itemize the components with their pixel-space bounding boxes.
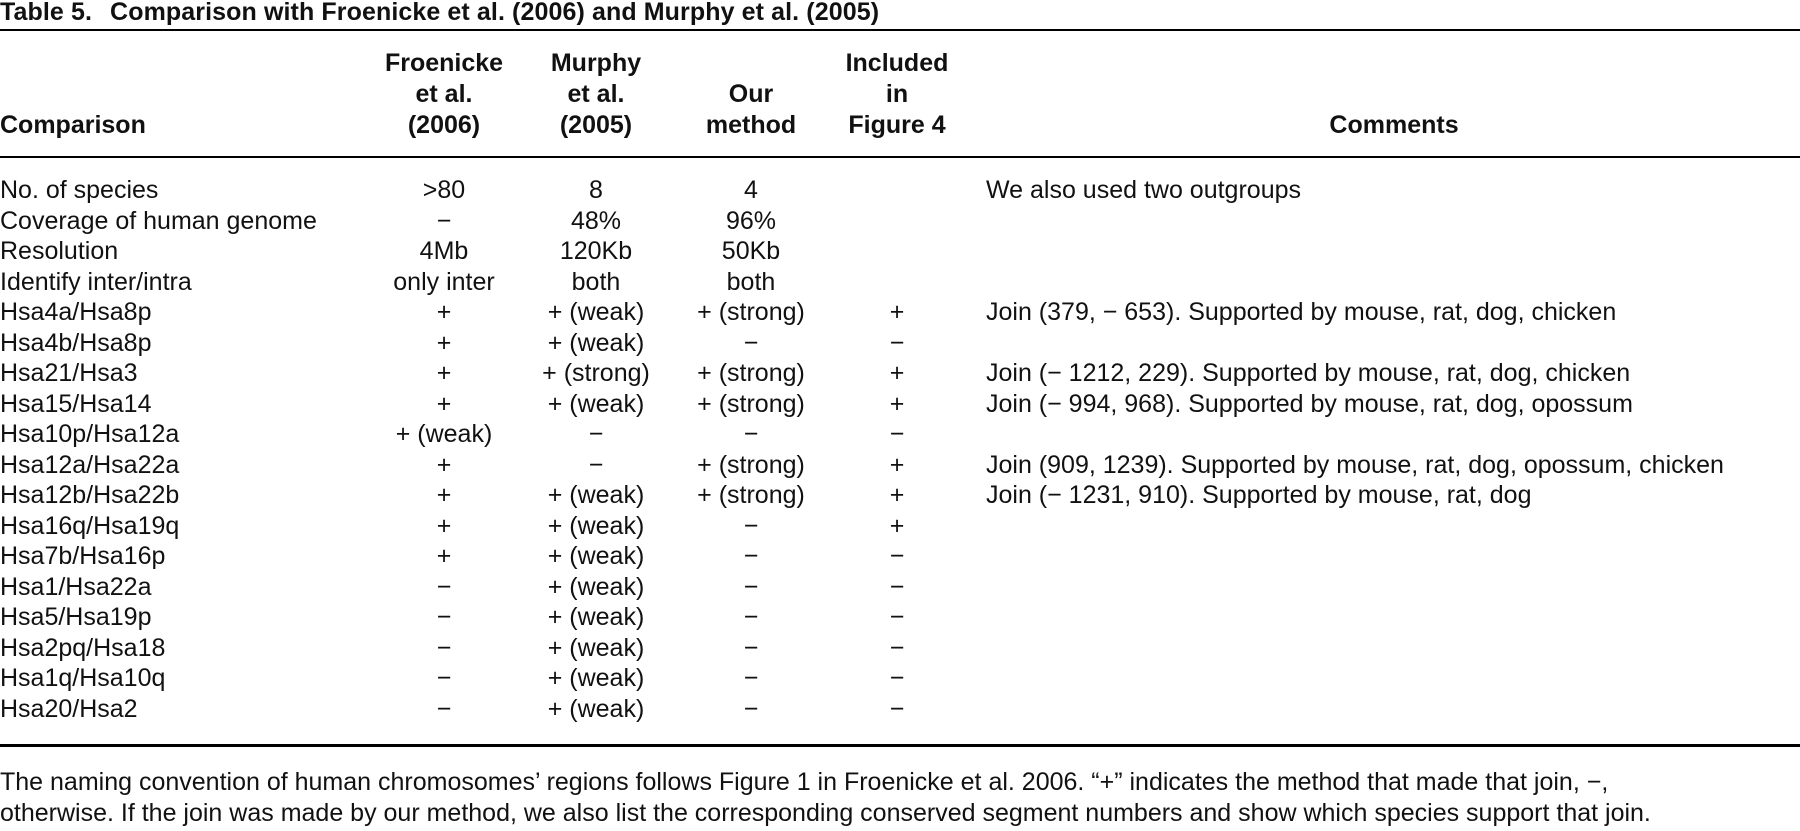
cell-our-method: − [743,511,759,540]
cell-murphy: both [571,267,621,296]
cell-comments: Join (− 1231, 910). Supported by mouse, rat, dog [986,481,1532,509]
cell-froenicke: − [436,206,452,235]
cell-our-method: − [743,694,759,723]
table-row [0,663,1800,694]
table-row [0,602,1800,633]
cell-froenicke: + [436,328,452,357]
table-caption [0,0,879,27]
cell-our-method: 4 [744,176,758,204]
cell-murphy: − [588,420,604,448]
cell-comparison: Hsa16q/Hsa19q [0,511,180,540]
cell-murphy: + (weak) [547,389,645,418]
cell-our-method: − [743,572,759,601]
table-footnote [0,767,1800,829]
header-murphy: Murphy et al. (2005) [550,49,642,139]
cell-our-method: − [743,603,759,631]
cell-froenicke: + [436,542,452,570]
table-row [0,358,1800,389]
cell-froenicke: + (weak) [395,420,493,448]
cell-included-figure4: − [889,542,905,570]
header-comments: Comments [1329,111,1459,139]
table-row [0,267,1800,298]
cell-included-figure4: + [889,511,905,540]
cell-froenicke: + [436,450,452,479]
table-row [0,480,1800,511]
table-row [0,389,1800,420]
cell-froenicke: + [436,389,452,418]
cell-included-figure4: + [889,481,905,509]
cell-comparison: Resolution [0,237,119,265]
cell-included-figure4: − [889,420,905,448]
cell-froenicke: + [436,511,452,540]
cell-comparison: Hsa5/Hsa19p [0,603,152,631]
cell-comments: We also used two outgroups [986,176,1302,204]
cell-froenicke: 4Mb [419,237,469,265]
cell-our-method: − [743,664,759,692]
cell-froenicke: − [436,603,452,631]
cell-comments: Join (− 1212, 229). Supported by mouse, rat, dog, chicken [986,359,1631,387]
cell-comments: Join (379, − 653). Supported by mouse, rat, dog, chicken [986,298,1617,326]
table-row [0,297,1800,328]
cell-our-method: both [726,267,776,296]
cell-murphy: + (weak) [547,481,645,509]
cell-comparison: Hsa20/Hsa2 [0,694,138,723]
cell-murphy: − [588,450,604,479]
table-row [0,633,1800,664]
cell-froenicke: − [436,694,452,723]
cell-murphy: 8 [589,176,603,204]
cell-included-figure4: + [889,450,905,479]
cell-comparison: Hsa7b/Hsa16p [0,542,166,570]
table-row [0,328,1800,359]
cell-included-figure4: − [889,664,905,692]
header-comparison: Comparison [0,111,146,139]
cell-included-figure4: + [889,359,905,387]
cell-murphy: + (weak) [547,664,645,692]
table-row [0,419,1800,450]
table-row [0,206,1800,237]
cell-murphy: + (weak) [547,633,645,662]
cell-murphy: + (weak) [547,694,645,723]
footnote-line-1: The naming convention of human chromosomes’ regions follows Figure 1 in Froenicke et al. 2006. “+” indicates the method that made that join, −, [0,768,1609,796]
cell-comparison: Hsa12b/Hsa22b [0,481,180,509]
cell-comparison: Hsa2pq/Hsa18 [0,633,166,662]
cell-our-method: − [743,542,759,570]
table-row [0,694,1800,725]
table-row [0,541,1800,572]
table-row [0,511,1800,542]
cell-murphy: + (strong) [542,359,650,387]
cell-included-figure4: − [889,694,905,723]
cell-froenicke: − [436,572,452,601]
table-row [0,236,1800,267]
cell-included-figure4: − [889,603,905,631]
header-froenicke: Froenicke et al. (2006) [384,49,504,139]
cell-our-method: + (strong) [697,450,805,479]
table-label: Table 5. [0,0,93,26]
cell-murphy: 48% [570,206,622,235]
cell-froenicke: + [436,298,452,326]
table-title: Comparison with Froenicke et al. (2006) and Murphy et al. (2005) [110,0,880,26]
cell-our-method: + (strong) [697,298,805,326]
header-included-figure4: Included in Figure 4 [845,49,949,139]
cell-included-figure4: − [889,572,905,601]
cell-comparison: Hsa1/Hsa22a [0,572,152,601]
table-body [0,175,1800,724]
cell-included-figure4: + [889,298,905,326]
cell-our-method: − [743,633,759,662]
cell-comparison: No. of species [0,176,159,204]
cell-comparison: Hsa10p/Hsa12a [0,420,180,448]
cell-comparison: Hsa4b/Hsa8p [0,328,152,357]
header-our-method: Our method [705,80,797,139]
cell-comparison: Coverage of human genome [0,206,317,235]
cell-our-method: 50Kb [721,237,781,265]
cell-our-method: + (strong) [697,359,805,387]
top-rule [0,29,1800,31]
cell-murphy: + (weak) [547,572,645,601]
cell-our-method: − [743,420,759,448]
cell-our-method: 96% [725,206,777,235]
cell-our-method: + (strong) [697,481,805,509]
cell-murphy: + (weak) [547,511,645,540]
table-row [0,175,1800,206]
cell-froenicke: >80 [422,176,466,204]
cell-included-figure4: − [889,328,905,357]
cell-comparison: Identify inter/intra [0,267,192,296]
cell-froenicke: − [436,664,452,692]
table-row [0,450,1800,481]
header-rule [0,156,1800,158]
cell-murphy: + (weak) [547,603,645,631]
cell-murphy: + (weak) [547,542,645,570]
cell-murphy: + (weak) [547,328,645,357]
cell-our-method: + (strong) [697,389,805,418]
cell-murphy: + (weak) [547,298,645,326]
cell-froenicke: − [436,633,452,662]
cell-comparison: Hsa4a/Hsa8p [0,298,152,326]
cell-included-figure4: + [889,389,905,418]
cell-comparison: Hsa1q/Hsa10q [0,664,166,692]
cell-murphy: 120Kb [559,237,633,265]
cell-comments: Join (909, 1239). Supported by mouse, rat, dog, opossum, chicken [986,450,1724,479]
footnote-line-2: otherwise. If the join was made by our method, we also list the corresponding conserved segment numbers and show which species support that join. [0,799,1651,827]
cell-included-figure4: − [889,633,905,662]
cell-froenicke: only inter [393,267,495,296]
cell-our-method: − [743,328,759,357]
table-row [0,572,1800,603]
cell-froenicke: + [436,359,452,387]
bottom-rule [0,744,1800,747]
cell-froenicke: + [436,481,452,509]
cell-comments: Join (− 994, 968). Supported by mouse, rat, dog, opossum [986,389,1633,418]
cell-comparison: Hsa12a/Hsa22a [0,450,180,479]
cell-comparison: Hsa15/Hsa14 [0,389,152,418]
cell-comparison: Hsa21/Hsa3 [0,359,138,387]
